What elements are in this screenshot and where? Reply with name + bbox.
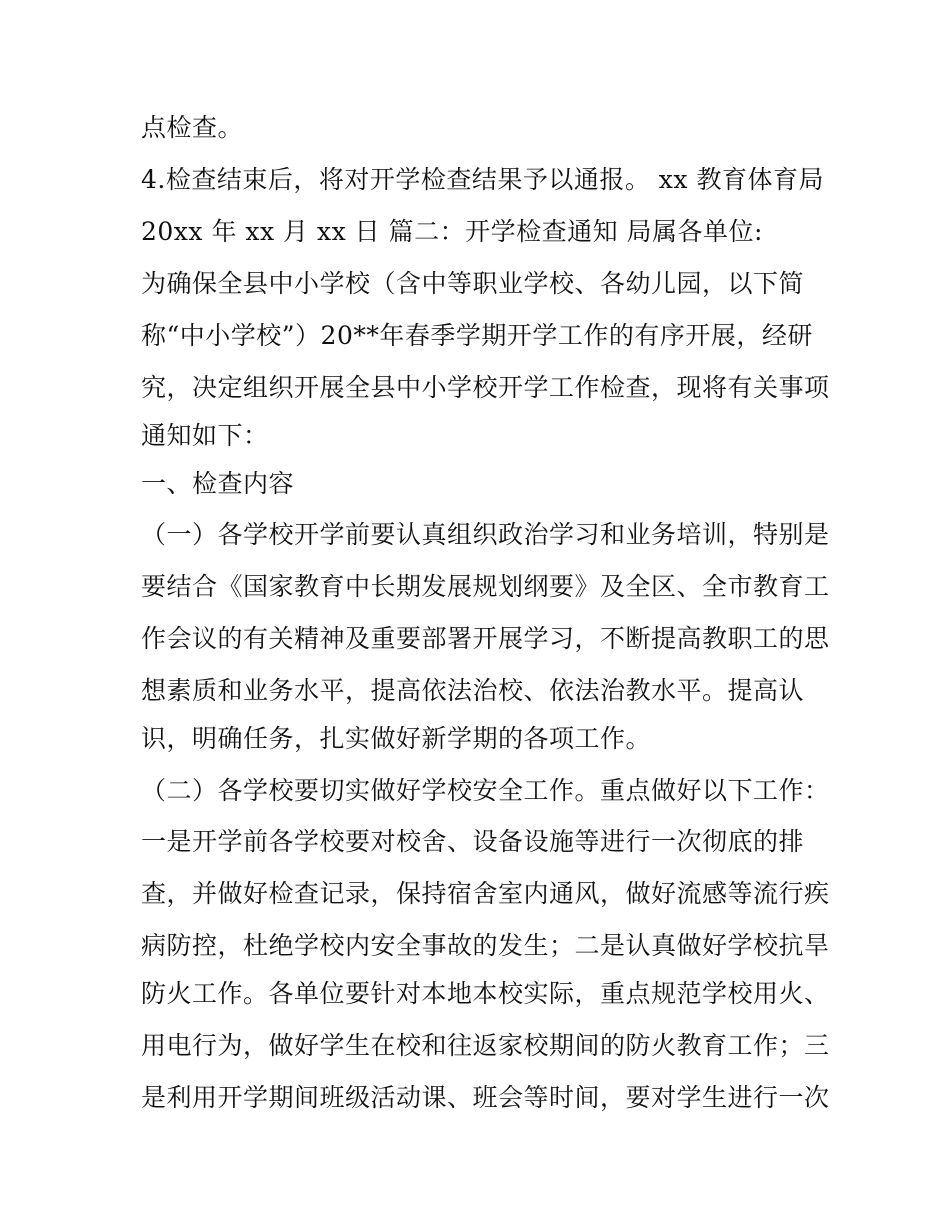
text-line: 用电行为，做好学生在校和往返家校期间的防火教育工作；三 [141,1031,830,1060]
text-line: 想素质和业务水平，提高依法治校、依法治教水平。提高认 [141,676,805,705]
text-line: 是利用开学期间班级活动课、班会等时间，要对学生进行一次 [141,1083,830,1112]
text-line: （一）各学校开学前要认真组织政治学习和业务培训，特别是 [141,520,830,549]
text-line: 查，并做好检查记录，保持宿舍室内通风，做好流感等流行疾 [141,879,830,908]
text-line: 点检查。 [141,113,244,142]
text-line: 一是开学前各学校要对校舍、设备设施等进行一次彻底的排 [141,827,805,856]
text-line: 识，明确任务，扎实做好新学期的各项工作。 [141,724,652,753]
text-line: 作会议的有关精神及重要部署开展学习，不断提高教职工的思 [141,624,830,653]
text-line: 要结合《国家教育中长期发展规划纲要》及全区、全市教育工 [141,572,830,601]
text-line: 20xx 年 xx 月 xx 日 篇二：开学检查通知 局属各单位: [141,217,763,246]
text-line: 防火工作。各单位要针对本地本校实际，重点规范学校用火、 [141,979,830,1008]
text-line: 病防控，杜绝学校内安全事故的发生；二是认真做好学校抗旱 [141,931,830,960]
text-line: 究，决定组织开展全县中小学校开学工作检查，现将有关事项 [141,373,830,402]
text-line: （二）各学校要切实做好学校安全工作。重点做好以下工作： [141,776,830,805]
text-line: 称“中小学校”）20**年春季学期开学工作的有序开展，经研 [141,321,813,350]
section-heading: 一、检查内容 [141,469,295,498]
text-line: 4.检查结束后，将对开学检查结果予以通报。 xx 教育体育局 [141,165,824,194]
text-line: 为确保全县中小学校（含中等职业学校、各幼儿园，以下简 [141,269,805,298]
text-line: 通知如下： [141,421,269,450]
